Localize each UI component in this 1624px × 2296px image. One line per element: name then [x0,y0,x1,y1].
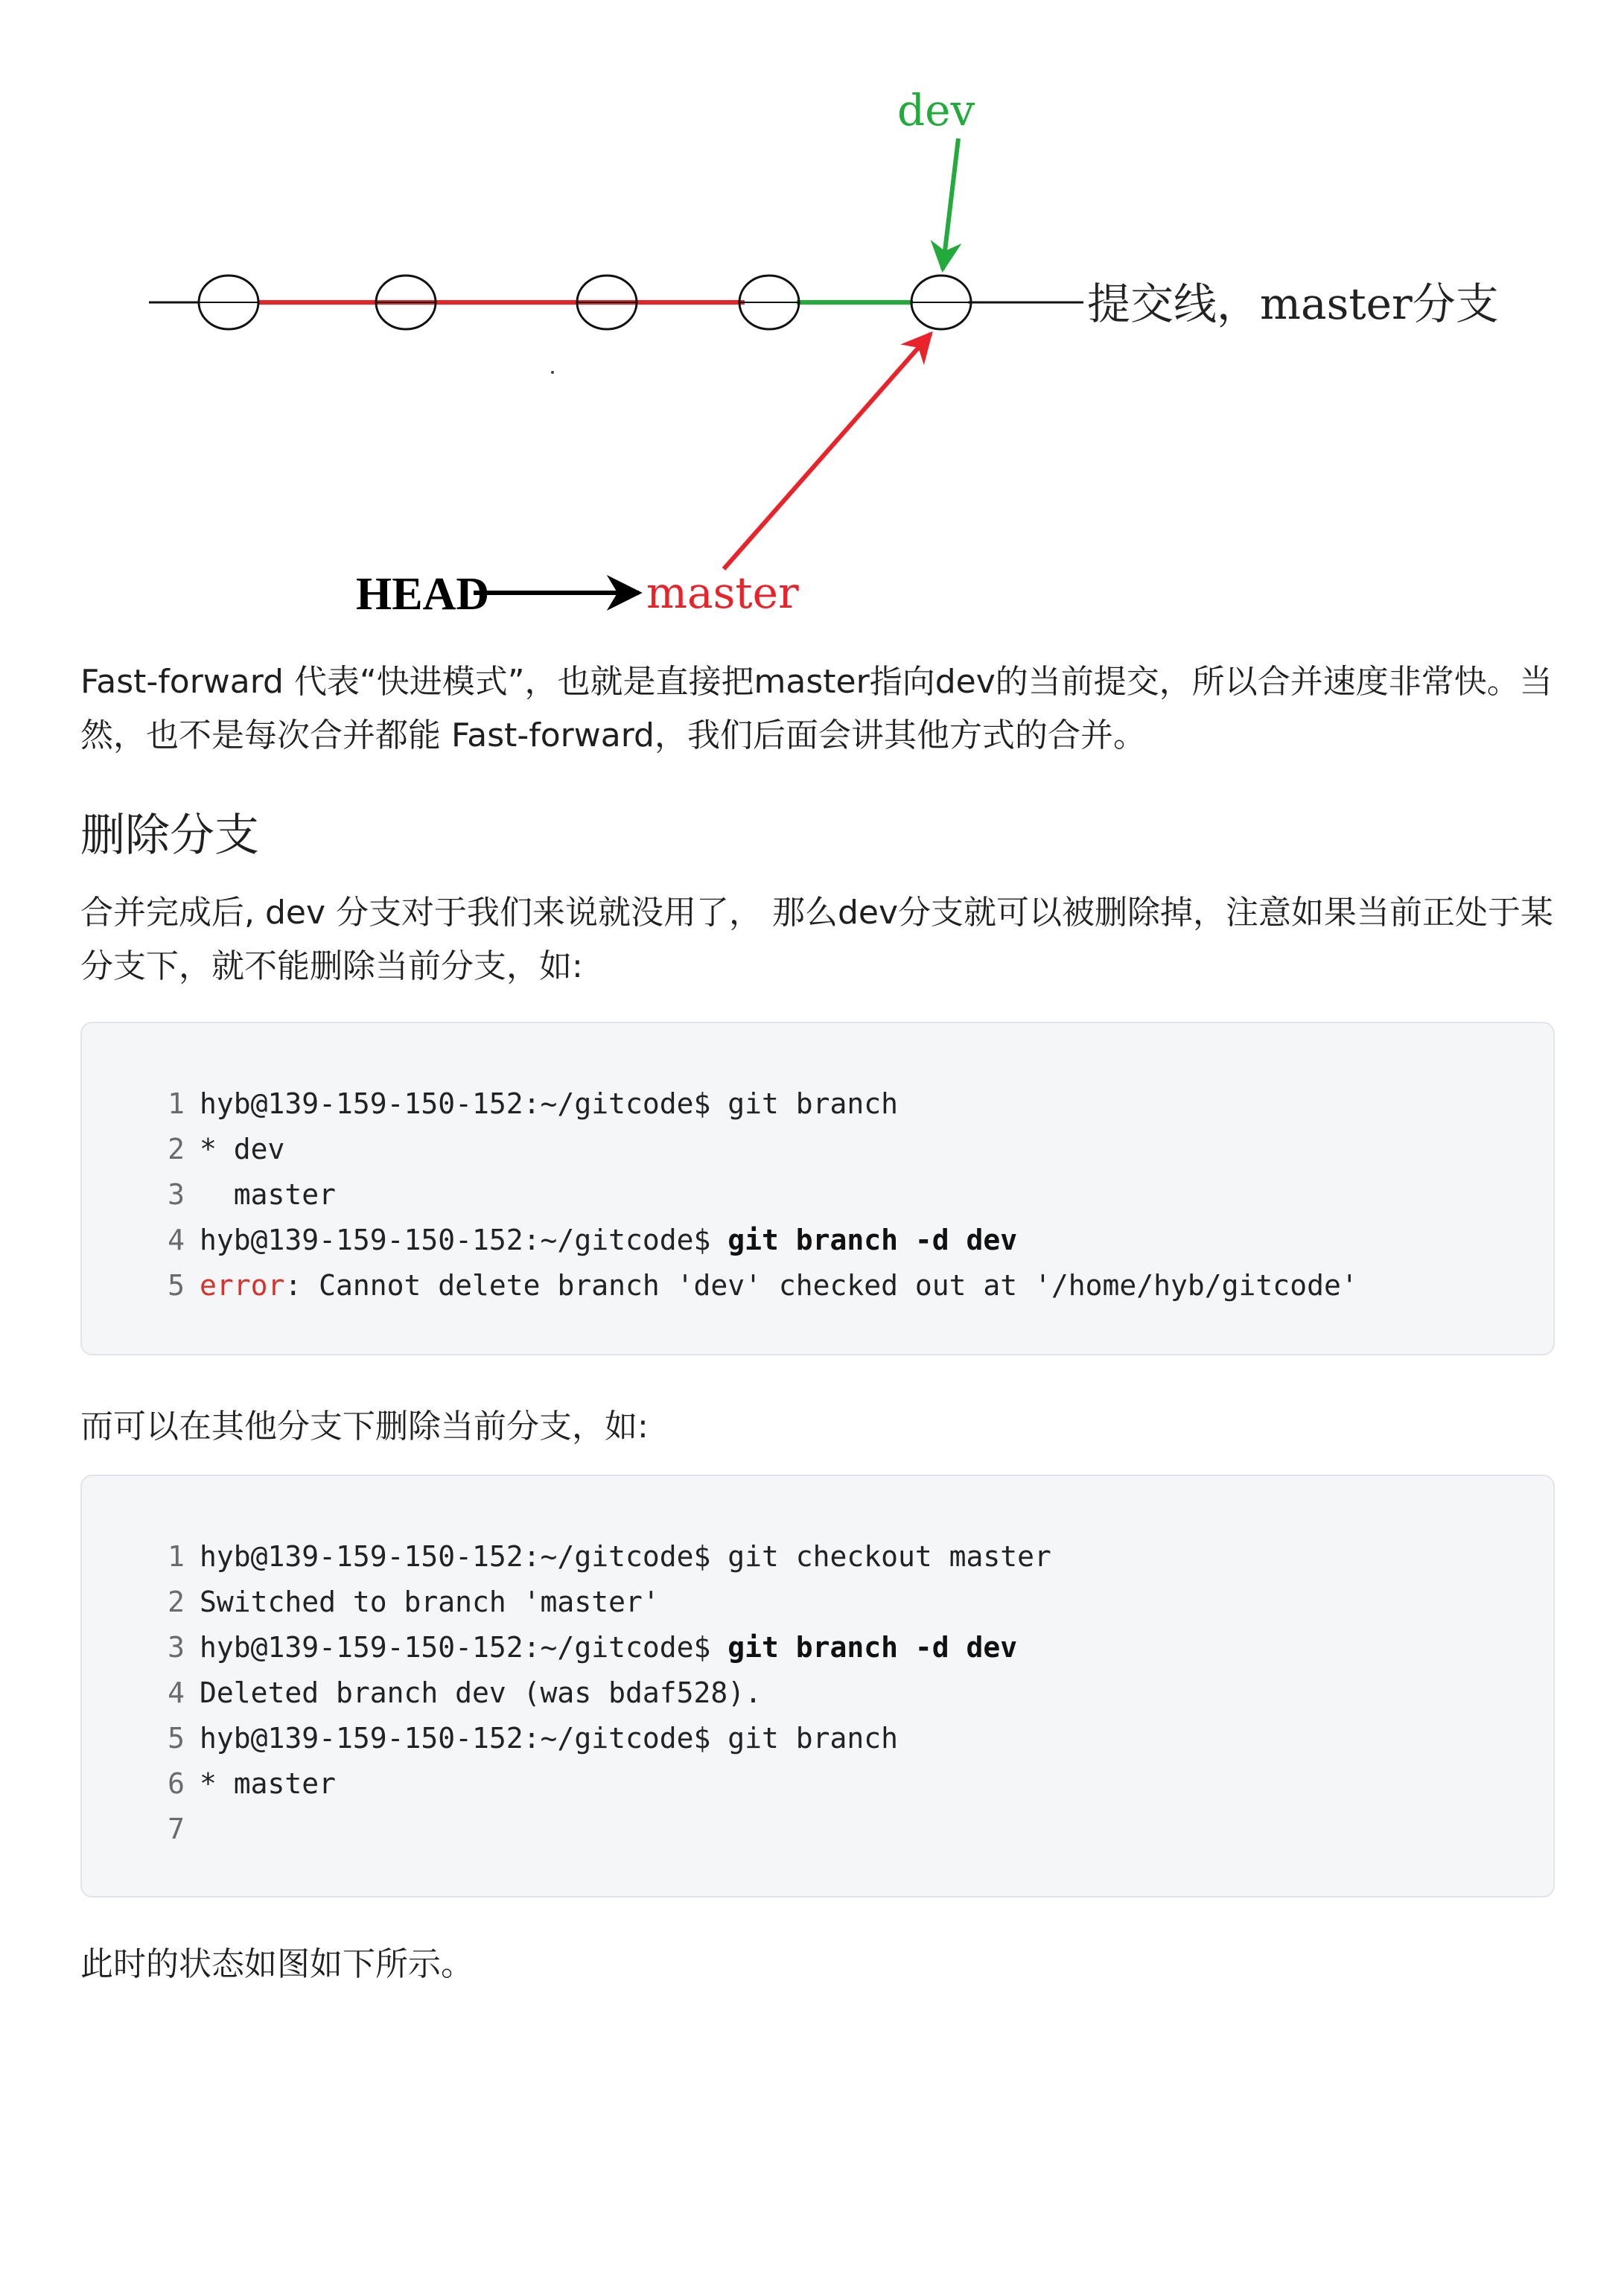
master-arrow [724,334,931,569]
code-line: 6 * master [168,1767,337,1800]
master-label: master [646,567,799,618]
commit-line-label: 提交线，master分支 [1087,279,1499,329]
bold-command: git branch -d dev [727,1224,1018,1256]
code-line: 4 Deleted branch dev (was bdaf528). [168,1676,762,1709]
head-label: HEAD [356,569,490,620]
code-line: 7 [168,1813,185,1845]
fast-forward-paragraph: Fast-forward 代表“快进模式”，也就是直接把master指向dev的当前提交，所以合并速度非常快。当然，也不是每次合并都能 Fast-forward，我们后面会讲其他方式的合并。 [80,663,1553,754]
code-line: 5 error: Cannot delete branch 'dev' checked out at '/home/hyb/gitcode' [168,1269,1358,1302]
code-line: 3 master [168,1178,337,1211]
error-keyword: error [200,1269,285,1302]
code-line: 4 hyb@139-159-150-152:~/gitcode$ git branch -d dev [168,1224,1018,1256]
bold-command: git branch -d dev [727,1631,1018,1664]
delete-branch-paragraph: 合并完成后, dev 分支对于我们来说就没用了， 那么dev分支就可以被删除掉，注意如果当前正处于某分支下，就不能删除当前分支，如: [80,894,1554,985]
code-line: 2 * dev [168,1133,285,1166]
code-line: 1 hyb@139-159-150-152:~/gitcode$ git checkout master [168,1540,1051,1573]
dev-label: dev [897,85,975,136]
code-block-1[interactable] [80,1022,1555,1355]
fast-forward-diagram [0,0,1624,640]
code-line: 3 hyb@139-159-150-152:~/gitcode$ git branch -d dev [168,1631,1018,1664]
code-block-2[interactable] [80,1475,1555,1898]
code-line: 1 hyb@139-159-150-152:~/gitcode$ git branch [168,1087,898,1120]
delete-other-branch-paragraph: 而可以在其他分支下删除当前分支，如: [80,1408,649,1446]
code-line: 5 hyb@139-159-150-152:~/gitcode$ git branch [168,1722,898,1755]
section-heading: 删除分支 [80,810,259,862]
status-paragraph: 此时的状态如图如下所示。 [80,1945,474,1983]
code-line: 2 Switched to branch 'master' [168,1586,660,1618]
dev-arrow [943,139,958,270]
